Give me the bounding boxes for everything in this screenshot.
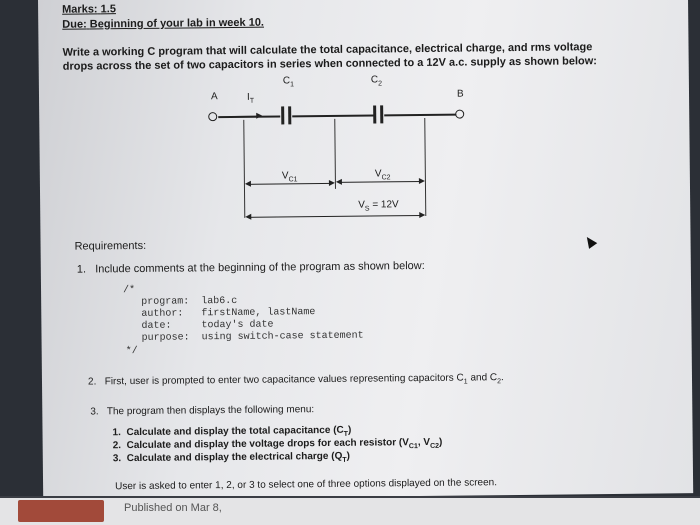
due-label: Due: xyxy=(62,18,87,31)
marks-label: Marks: xyxy=(62,3,98,16)
vc2-label: $V_{C2}$ xyxy=(374,168,391,182)
requirements-heading: Requirements: xyxy=(74,239,147,253)
current-arrow xyxy=(234,116,260,117)
comment-close: */ xyxy=(125,345,138,358)
requirement-3: 3. The program then displays the following menu: xyxy=(90,404,315,418)
vs-label: $V_S = 12V$ xyxy=(358,199,399,213)
published-bar xyxy=(0,498,700,525)
intro-line-1: Write a working C program that will calculate the total capacitance, electrical charge, and rms voltage xyxy=(62,41,593,59)
guide-right xyxy=(424,118,426,216)
c1-label: $C_1$ xyxy=(282,75,295,89)
c1-plate-left xyxy=(281,106,284,124)
comment-open: /* xyxy=(122,284,136,297)
due-value: Beginning of your lab in week 10. xyxy=(89,16,265,31)
selection-instruction: User is asked to enter 1, 2, or 3 to select one of three options displayed on the screen. xyxy=(115,477,498,493)
wire-c2-b xyxy=(384,114,456,117)
comment-line-author: author: firstName, lastName xyxy=(141,307,316,320)
vc1-label: $V_{C1}$ xyxy=(281,170,298,184)
thumbnail-icon[interactable] xyxy=(18,500,104,522)
c1-plate-right xyxy=(288,106,291,124)
vs-arrow xyxy=(247,215,423,218)
published-text: Published on Mar 8, xyxy=(124,502,222,514)
guide-left xyxy=(243,120,245,218)
wire-c1-c2 xyxy=(292,114,374,117)
vc1-arrow xyxy=(247,183,333,185)
marks-value: 1.5 xyxy=(100,3,116,16)
comment-line-program: program: lab6.c xyxy=(141,295,238,308)
terminal-b-label: B xyxy=(456,88,464,100)
c2-plate-left xyxy=(373,105,376,123)
c2-plate-right xyxy=(380,105,383,123)
terminal-b xyxy=(455,110,464,119)
menu-item-2: 2. Calculate and display the voltage drops for each resistor ($V_{C1}$, $V_{C2}$) xyxy=(112,436,443,452)
terminal-a xyxy=(208,112,217,121)
marks-line xyxy=(62,3,116,16)
menu-item-3: 3. Calculate and display the electrical charge $(Q_T)$ xyxy=(112,450,351,465)
due-line xyxy=(62,17,264,31)
comment-line-purpose: purpose: using switch-case statement xyxy=(141,330,364,344)
c2-label: $C_2$ xyxy=(370,74,383,88)
vc2-arrow xyxy=(338,181,423,183)
menu-item-1: 1. Calculate and display the total capacitance $(C_T)$ xyxy=(112,424,352,439)
requirement-2: 2. First, user is prompted to enter two capacitance values representing capacitors $C_1$ and $C_2$. xyxy=(87,372,504,388)
comment-line-date: date: today's date xyxy=(141,319,274,332)
intro-line-2: drops across the set of two capacitors in series when connected to a 12V a.c. supply as shown below: xyxy=(62,55,597,73)
terminal-a-label: A xyxy=(210,91,218,103)
document-page xyxy=(38,0,693,500)
requirement-1: 1. Include comments at the beginning of the program as shown below: xyxy=(76,259,425,276)
current-it-label: $I_T$ xyxy=(246,91,255,105)
